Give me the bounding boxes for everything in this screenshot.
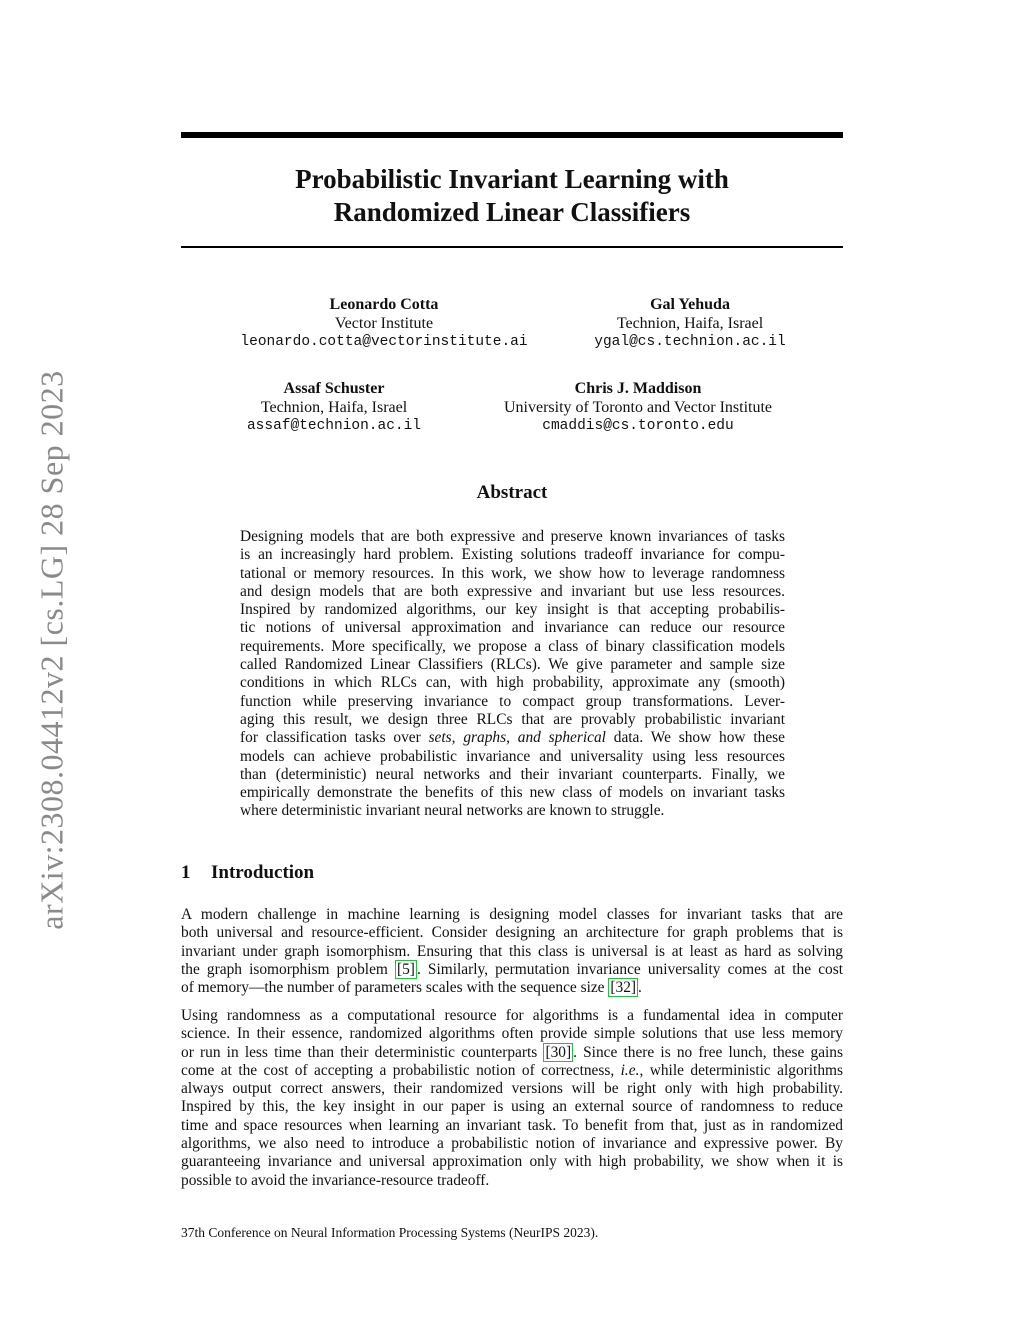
abstract-line: tic notions of universal approximation and invariance can reduce our resource xyxy=(240,619,785,637)
author-affiliation: Technion, Haifa, Israel xyxy=(260,398,408,416)
text-line: guaranteeing invariance and universal approximation only with high probability, we show when it is xyxy=(181,1153,843,1171)
abstract-heading: Abstract xyxy=(476,482,548,503)
abstract-line: called Randomized Linear Classifiers (RLCs). We give parameter and sample size xyxy=(240,656,785,674)
intro-paragraph-1 xyxy=(181,906,843,997)
title-line-1: Probabilistic Invariant Learning with xyxy=(295,164,729,194)
text-line xyxy=(181,961,843,979)
author-email[interactable]: leonardo.cotta@vectorinstitute.ai xyxy=(240,334,528,350)
paper-title xyxy=(181,163,843,229)
section-number: 1 xyxy=(181,862,191,883)
abstract-line: where deterministic invariant neural networks are known to struggle. xyxy=(240,802,665,820)
author-email[interactable]: cmaddis@cs.toronto.edu xyxy=(542,418,734,434)
abstract-text: for classification tasks over xyxy=(240,729,429,747)
text-line: possible to avoid the invariance-resource tradeoff. xyxy=(181,1171,490,1189)
author-affiliation: Technion, Haifa, Israel xyxy=(616,314,764,332)
abstract-line: empirically demonstrate the benefits of this new class of models on invariant tasks xyxy=(240,784,785,802)
text-line: time and space resources when learning an invariant task. To benefit from that, just as in randomized xyxy=(181,1116,843,1134)
author-affiliation: Vector Institute xyxy=(334,314,434,332)
abstract-line: Inspired by randomized algorithms, our key insight is that accepting probabilis- xyxy=(240,601,785,619)
section-title: Introduction xyxy=(211,862,315,883)
text-line: A modern challenge in machine learning is designing model classes for invariant tasks that are xyxy=(181,906,843,923)
abstract-line: models can achieve probabilistic invariance and universality using less resources xyxy=(240,747,785,765)
abstract-text: data. We show how these xyxy=(605,729,785,747)
abstract-line: function while preserving invariance to compact group transformations. Lever- xyxy=(240,692,785,710)
conference-footnote: 37th Conference on Neural Information Processing Systems (NeurIPS 2023). xyxy=(181,1225,599,1240)
text-line: Inspired by this, the key insight in our paper is using an external source of randomness to reduce xyxy=(181,1098,843,1116)
text: . Similarly, permutation invariance universality comes at the cost xyxy=(416,960,843,978)
abstract-line: is an increasingly hard problem. Existing solutions tradeoff invariance for compu- xyxy=(240,546,785,564)
text-line: both universal and resource-efficient. Consider designing an architecture for graph problems that is xyxy=(181,924,843,942)
abstract-line: aging this result, we design three RLCs that are provably probabilistic invariant xyxy=(240,710,785,728)
author-name: Assaf Schuster xyxy=(283,380,385,397)
abstract-line: conditions in which RLCs can, with high probability, approximate any (smooth) xyxy=(240,674,785,692)
abstract-line: tational or memory resources. In this work, we show how to leverage randomness xyxy=(240,564,785,582)
title-bottom-rule xyxy=(181,246,843,248)
citation-link[interactable]: [32] xyxy=(610,979,637,997)
author-block-maddison xyxy=(490,380,786,436)
abstract-body xyxy=(240,528,785,821)
section-heading-introduction xyxy=(181,862,314,884)
author-email[interactable]: ygal@cs.technion.ac.il xyxy=(594,334,786,350)
emphasis: i.e. xyxy=(620,1061,640,1079)
abstract-line: and design models that are both expressive and invariant but use less resources. xyxy=(240,582,785,600)
title-top-rule xyxy=(181,132,843,138)
text: , while deterministic algorithms xyxy=(639,1061,843,1079)
citation-link[interactable]: [30] xyxy=(545,1043,572,1061)
text-line: invariant under graph isomorphism. Ensuring that this class is universal is at least as hard as solving xyxy=(181,942,843,960)
text-line: always output correct answers, their randomized versions will be right only with high probability. xyxy=(181,1080,843,1098)
abstract-line xyxy=(240,729,785,747)
text-line xyxy=(181,1062,843,1080)
arxiv-identifier: arXiv:2308.04412v2 [cs.LG] 28 Sep 2023 xyxy=(33,370,70,930)
title-line-2: Randomized Linear Classifiers xyxy=(333,197,691,227)
intro-paragraph-2 xyxy=(181,1007,843,1190)
text-line: algorithms, we also need to introduce a probabilistic notion of invariance and expressive power. By xyxy=(181,1135,843,1153)
text: come at the cost of accepting a probabilistic notion of correctness, xyxy=(181,1061,621,1079)
text: of memory—the number of parameters scales with the sequence size xyxy=(181,979,609,997)
author-block-yehuda xyxy=(580,296,800,352)
author-affiliation: University of Toronto and Vector Institute xyxy=(503,398,773,416)
author-name: Chris J. Maddison xyxy=(574,380,702,397)
author-email[interactable]: assaf@technion.ac.il xyxy=(246,418,422,434)
abstract-line: Designing models that are both expressive and preserve known invariances of tasks xyxy=(240,528,785,545)
text-line xyxy=(181,1044,843,1062)
text: or run in less time than their deterministic counterparts xyxy=(181,1043,544,1061)
author-name: Leonardo Cotta xyxy=(329,296,439,313)
text: the graph isomorphism problem xyxy=(181,960,395,978)
abstract-emphasis: sets, graphs, and spherical xyxy=(428,729,606,747)
abstract-line: than (deterministic) neural networks and their invariant counterparts. Finally, we xyxy=(240,765,785,783)
text: . Since there is no free lunch, these gains xyxy=(573,1043,843,1061)
author-block-schuster xyxy=(234,380,434,436)
text-line xyxy=(181,979,843,997)
text: . xyxy=(638,979,642,997)
text-line: Using randomness as a computational resource for algorithms is a fundamental idea in computer xyxy=(181,1007,843,1024)
text-line: science. In their essence, randomized algorithms often provide simple solutions that use less memory xyxy=(181,1025,843,1043)
citation-link[interactable]: [5] xyxy=(396,960,415,978)
author-name: Gal Yehuda xyxy=(650,296,730,313)
author-block-cotta xyxy=(236,296,532,352)
abstract-line: requirements. More specifically, we propose a class of binary classification models xyxy=(240,637,785,655)
